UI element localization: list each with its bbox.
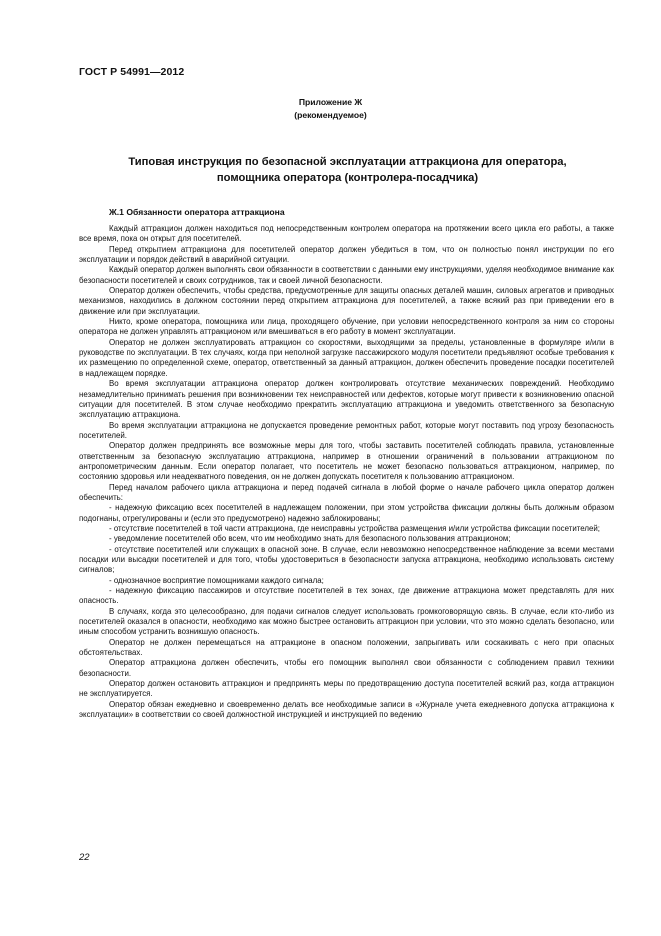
standard-header: ГОСТ Р 54991—2012 [79,66,185,78]
paragraph: Оператор аттракциона должен обеспечить, чтобы его помощник выполнял свои обязанности с соблюдением правил техники безопасности. [79,658,614,678]
document-title: Типовая инструкция по безопасной эксплуатации аттракциона для оператора, помощника оператора (контролера-посадчика) [128,156,567,184]
paragraph: Оператор не должен эксплуатировать аттракцион со скоростями, выходящими за пределы, установленные в формуляре и/или в руководстве по эксплуатации. В тех случаях, когда при неполной загрузке пассажирского модуля посетители предъявляют особые требования к их размещению по определенной схеме, оператор, ответственный за данный аттракцион, должен обеспечить проведение посадки посетителей в надлежащем порядке. [79,337,614,378]
paragraph: Оператор должен обеспечить, чтобы средства, предусмотренные для защиты опасных деталей машин, силовых агрегатов и приводных механизмов, находились в должном состоянии перед открытием аттракциона для посетителей, а также всякий раз при приведении его в движение или при эксплуатации. [79,286,614,316]
paragraph: Во время эксплуатации аттракциона не допускается проведение ремонтных работ, которые могут поставить под угрозу безопасность посетителей. [79,420,614,440]
paragraph: Перед открытием аттракциона для посетителей оператор должен убедиться в том, что он полностью понял инструкции по его эксплуатации и порядок действий в аварийной ситуации. [79,244,614,265]
paragraph: Каждый аттракцион должен находиться под непосредственным контролем оператора на протяжении всего цикла его работы, а также все время, пока он открыт для посетителей. [79,224,614,244]
paragraph: Оператор обязан ежедневно и своевременно делать все необходимые записи в «Журнале учета ежедневного допуска аттракциона к эксплуатации» в соответствии со своей должностной инструкцией и инструкцией по ведению [79,699,614,720]
section-heading: Ж.1 Обязанности оператора аттракциона [109,207,285,217]
list-item: - надежную фиксацию пассажиров и отсутствие посетителей в тех зонах, где движение аттракциона может представлять для них опасность. [79,586,614,606]
page-number: 22 [79,852,90,863]
body-text [79,224,614,721]
paragraph: Оператор должен остановить аттракцион и предпринять меры по предотвращению доступа посетителей всякий раз, когда аттракцион не эксплуатируется. [79,679,614,699]
paragraph: Оператор не должен перемещаться на аттракционе в опасном положении, запрыгивать или соскакивать с него при опасных обстоятельствах. [79,637,614,658]
annex-note: (рекомендуемое) [294,110,367,120]
paragraph: В случаях, когда это целесообразно, для подачи сигналов следует использовать громкоговорящую связь. В случае, если кто-либо из посетителей оказался в опасности, необходимо как можно быстрее остановить аттракцион при условии, что это можно сделать безопасно, или иным способом устранить возникшую опасность. [79,606,614,637]
list-item: - уведомление посетителей обо всем, что им необходимо знать для безопасного пользования аттракционом; [109,534,511,544]
list-item: - надежную фиксацию всех посетителей в надлежащем положении, при этом устройства фиксации должны быть должным образом подогнаны, отрегулированы и (если это предусмотрено) надежно заблокированы; [79,503,614,523]
annex-title: Приложение Ж [298,97,363,107]
paragraph: Во время эксплуатации аттракциона оператор должен контролировать отсутствие механических повреждений. Необходимо незамедлительно принимать решения при возникновении тех неисправностей или дефектов, которые могут привести к возникновению опасной ситуации для посетителей. В этом случае необходимо прекратить эксплуатацию аттракциона и уведомить ответственного за безопасную эксплуатацию аттракциона. [79,379,614,420]
list-item: - однозначное восприятие помощниками каждого сигнала; [109,575,324,585]
paragraph: Каждый оператор должен выполнять свои обязанности в соответствии с данными ему инструкциями, уделяя необходимое внимание как безопасности посетителей и своих сотрудников, так и своей личной безопасности. [79,265,614,285]
paragraph: Оператор должен предпринять все возможные меры для того, чтобы заставить посетителей соблюдать правила, установленные ответственным за безопасную эксплуатацию аттракциона, например в отношении ограничений в пользовании аттракционом по антропометрическим данным. Если оператор полагает, что посетитель не может безопасно пользоваться аттракционом, например, по состоянию здоровья или неадекватного поведения, он не должен допускать посетителя к пользованию аттракционом. [79,441,614,482]
list-item: - отсутствие посетителей в той части аттракциона, где неисправны устройства размещения и/или устройства фиксации посетителей; [109,523,600,533]
paragraph: Перед началом рабочего цикла аттракциона и перед подачей сигнала в любой форме о начале рабочего цикла оператор должен обеспечить: [79,482,614,502]
list-item: - отсутствие посетителей или служащих в опасной зоне. В случае, если невозможно непосредственное наблюдение за всеми местами посадки или высадки посетителей и для того, чтобы удостовериться в безопасности запуска аттракциона, необходимо использовать систему сигналов; [79,544,614,575]
paragraph: Никто, кроме оператора, помощника или лица, проходящего обучение, при условии непосредственного контроля за ним со стороны оператора не должен управлять аттракционом или вмешиваться в его работу в момент эксплуатации. [79,317,614,337]
